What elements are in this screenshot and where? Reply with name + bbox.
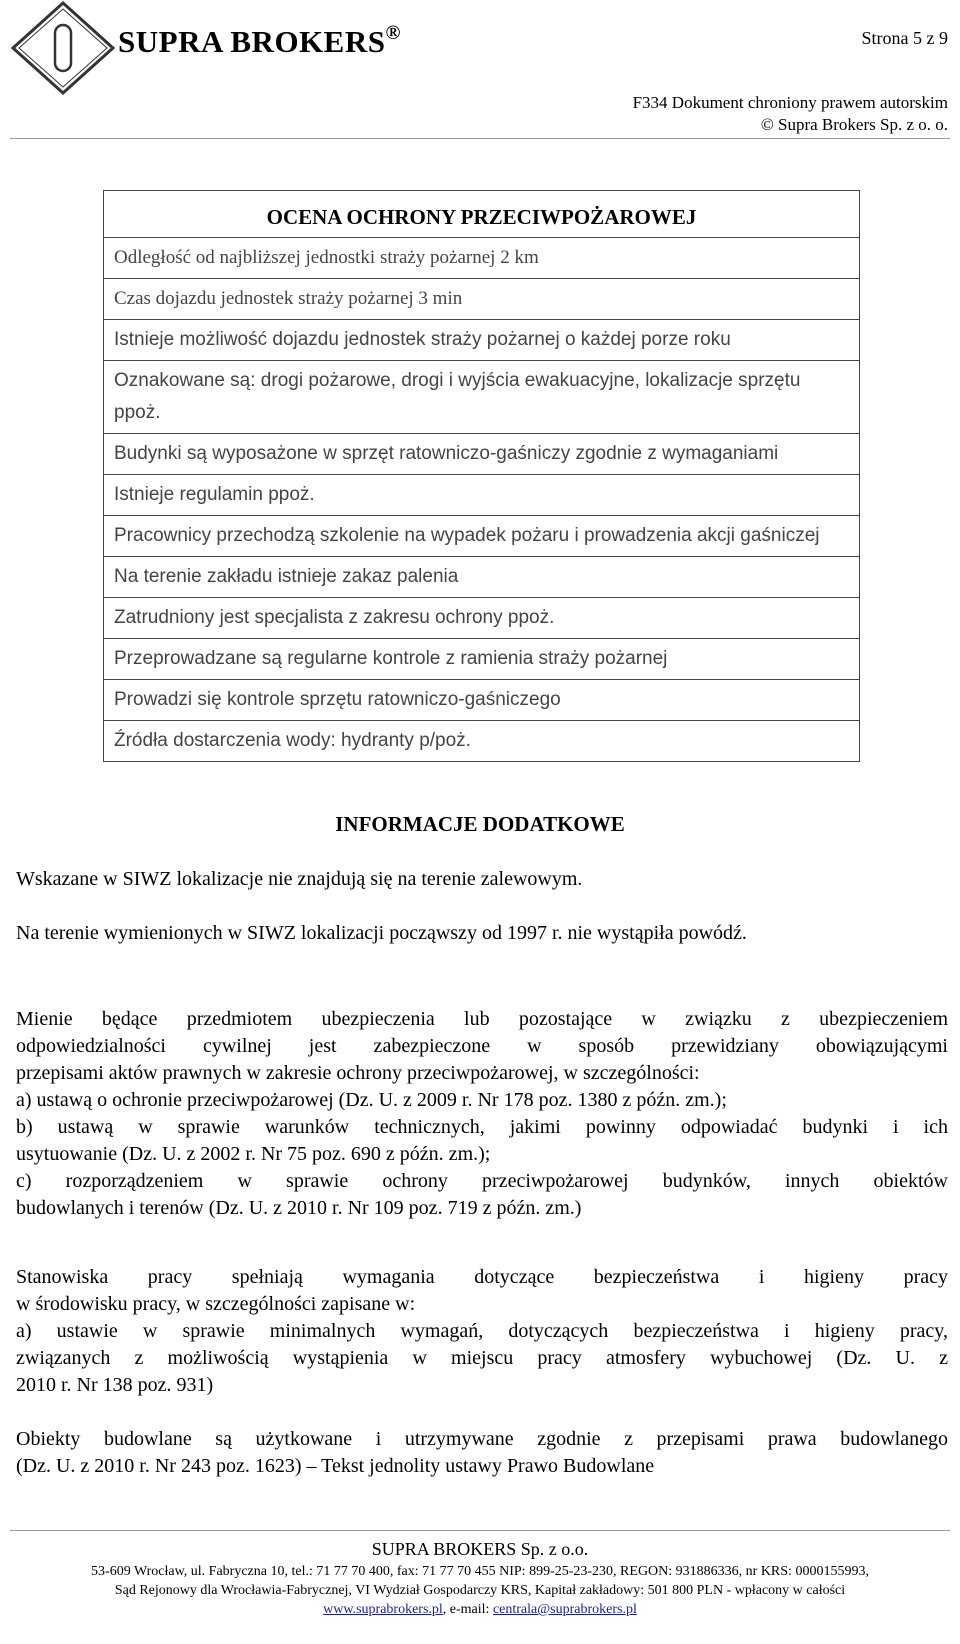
paragraph-line: usytuowanie (Dz. U. z 2002 r. Nr 75 poz. 690 z późn. zm.); xyxy=(16,1143,491,1165)
table-row: Prowadzi się kontrole sprzętu ratowniczo-gaśniczego xyxy=(104,680,860,721)
fire-protection-table xyxy=(103,190,860,762)
copyright-line: © Supra Brokers Sp. z o. o. xyxy=(760,115,948,134)
table-row: Na terenie zakładu istnieje zakaz palenia xyxy=(104,557,860,598)
paragraph-line: przepisami aktów prawnych w zakresie ochrony przeciwpożarowej, w szczególności: xyxy=(16,1062,700,1084)
doc-id-line: F334 Dokument chroniony prawem autorskim xyxy=(632,93,948,112)
table-row: Czas dojazdu jednostek straży pożarnej 3 min xyxy=(104,279,860,320)
brand-name: SUPRA BROKERS® xyxy=(118,22,401,59)
paragraph-flood-history: Na terenie wymienionych w SIWZ lokalizacji począwszy od 1997 r. nie wystąpiła powódź. xyxy=(16,922,747,944)
section-title-additional-info: INFORMACJE DODATKOWE xyxy=(335,812,625,836)
paragraph-line: a) ustawie w sprawie minimalnych wymagań, dotyczących bezpieczeństwa i higieny pracy, xyxy=(16,1320,948,1342)
paragraph-line: Stanowiska pracy spełniają wymagania dotyczące bezpieczeństwa i higieny pracy xyxy=(16,1266,948,1288)
paragraph-line: Mienie będące przedmiotem ubezpieczenia lub pozostające w związku z ubezpieczeniem xyxy=(16,1008,948,1030)
page-footer xyxy=(0,1536,960,1619)
paragraph-legal-fire xyxy=(16,1006,948,1222)
paragraph-line: 2010 r. Nr 138 poz. 931) xyxy=(16,1374,214,1396)
footer-contact xyxy=(0,1600,960,1619)
paragraph-line: w środowisku pracy, w szczególności zapisane w: xyxy=(16,1293,416,1315)
email-link[interactable]: centrala@suprabrokers.pl xyxy=(492,1602,637,1617)
document-id xyxy=(633,92,948,136)
paragraph-line: c) rozporządzeniem w sprawie ochrony przeciwpożarowej budynków, innych obiektów xyxy=(16,1170,948,1192)
paragraph-line: związanych z możliwością wystąpienia w miejscu pracy atmosfery wybuchowej (Dz. U. z xyxy=(16,1347,948,1369)
table-row: Istnieje regulamin ppoż. xyxy=(104,475,860,516)
email-label: , e-mail: xyxy=(442,1602,493,1617)
footer-address: 53-609 Wrocław, ul. Fabryczna 10, tel.: 71 77 70 400, fax: 71 77 70 455 NIP: 899-25-23-230, REGON: 931886336, nr KRS: 0000155993, xyxy=(91,1564,869,1579)
website-link[interactable]: www.suprabrokers.pl xyxy=(323,1602,443,1617)
header-divider xyxy=(10,138,950,139)
table-row: Istnieje możliwość dojazdu jednostek straży pożarnej o każdej porze roku xyxy=(104,320,860,361)
footer-divider xyxy=(10,1530,950,1531)
page-header xyxy=(0,0,960,134)
paragraph-flood-zone: Wskazane w SIWZ lokalizacje nie znajdują się na terenie zalewowym. xyxy=(16,868,583,890)
table-row: Źródła dostarczenia wody: hydranty p/poż. xyxy=(104,721,860,762)
paragraph-line: odpowiedzialności cywilnej jest zabezpieczone w sposób przewidziany obowiązującymi xyxy=(16,1035,948,1057)
table-row: Przeprowadzane są regularne kontrole z ramienia straży pożarnej xyxy=(104,639,860,680)
footer-registry: Sąd Rejonowy dla Wrocławia-Fabrycznej, VI Wydział Gospodarczy KRS, Kapitał zakładowy: 501 800 PLN - wpłacony w całości xyxy=(114,1583,846,1598)
paragraph-line: b) ustawą w sprawie warunków technicznych, jakimi powinny odpowiadać budynki i ich xyxy=(16,1116,948,1138)
table-title: OCENA OCHRONY PRZECIWPOŻAROWEJ xyxy=(104,191,860,238)
paragraph-line: a) ustawą o ochronie przeciwpożarowej (Dz. U. z 2009 r. Nr 178 poz. 1380 z późn. zm.); xyxy=(16,1089,727,1111)
supra-brokers-logo-icon xyxy=(10,0,116,96)
paragraph-line: Obiekty budowlane są użytkowane i utrzymywane zgodnie z przepisami prawa budowlanego xyxy=(16,1428,948,1450)
paragraph-workplace-safety xyxy=(16,1264,948,1399)
paragraph-building-law xyxy=(16,1426,948,1480)
table-row: Pracownicy przechodzą szkolenie na wypadek pożaru i prowadzenia akcji gaśniczej xyxy=(104,516,860,557)
paragraph-line: (Dz. U. z 2010 r. Nr 243 poz. 1623) – Tekst jednolity ustawy Prawo Budowlane xyxy=(16,1455,655,1477)
table-row: Budynki są wyposażone w sprzęt ratowniczo-gaśniczy zgodnie z wymaganiami xyxy=(104,434,860,475)
table-row: Oznakowane są: drogi pożarowe, drogi i wyjścia ewakuacyjne, lokalizacje sprzętu ppoż. xyxy=(104,361,860,434)
paragraph-line: budowlanych i terenów (Dz. U. z 2010 r. Nr 109 poz. 719 z późn. zm.) xyxy=(16,1197,582,1219)
table-row: Odległość od najbliższej jednostki straży pożarnej 2 km xyxy=(104,238,860,279)
footer-company: SUPRA BROKERS Sp. z o.o. xyxy=(371,1539,589,1559)
page-number: Strona 5 z 9 xyxy=(861,28,948,48)
table-row: Zatrudniony jest specjalista z zakresu ochrony ppoż. xyxy=(104,598,860,639)
